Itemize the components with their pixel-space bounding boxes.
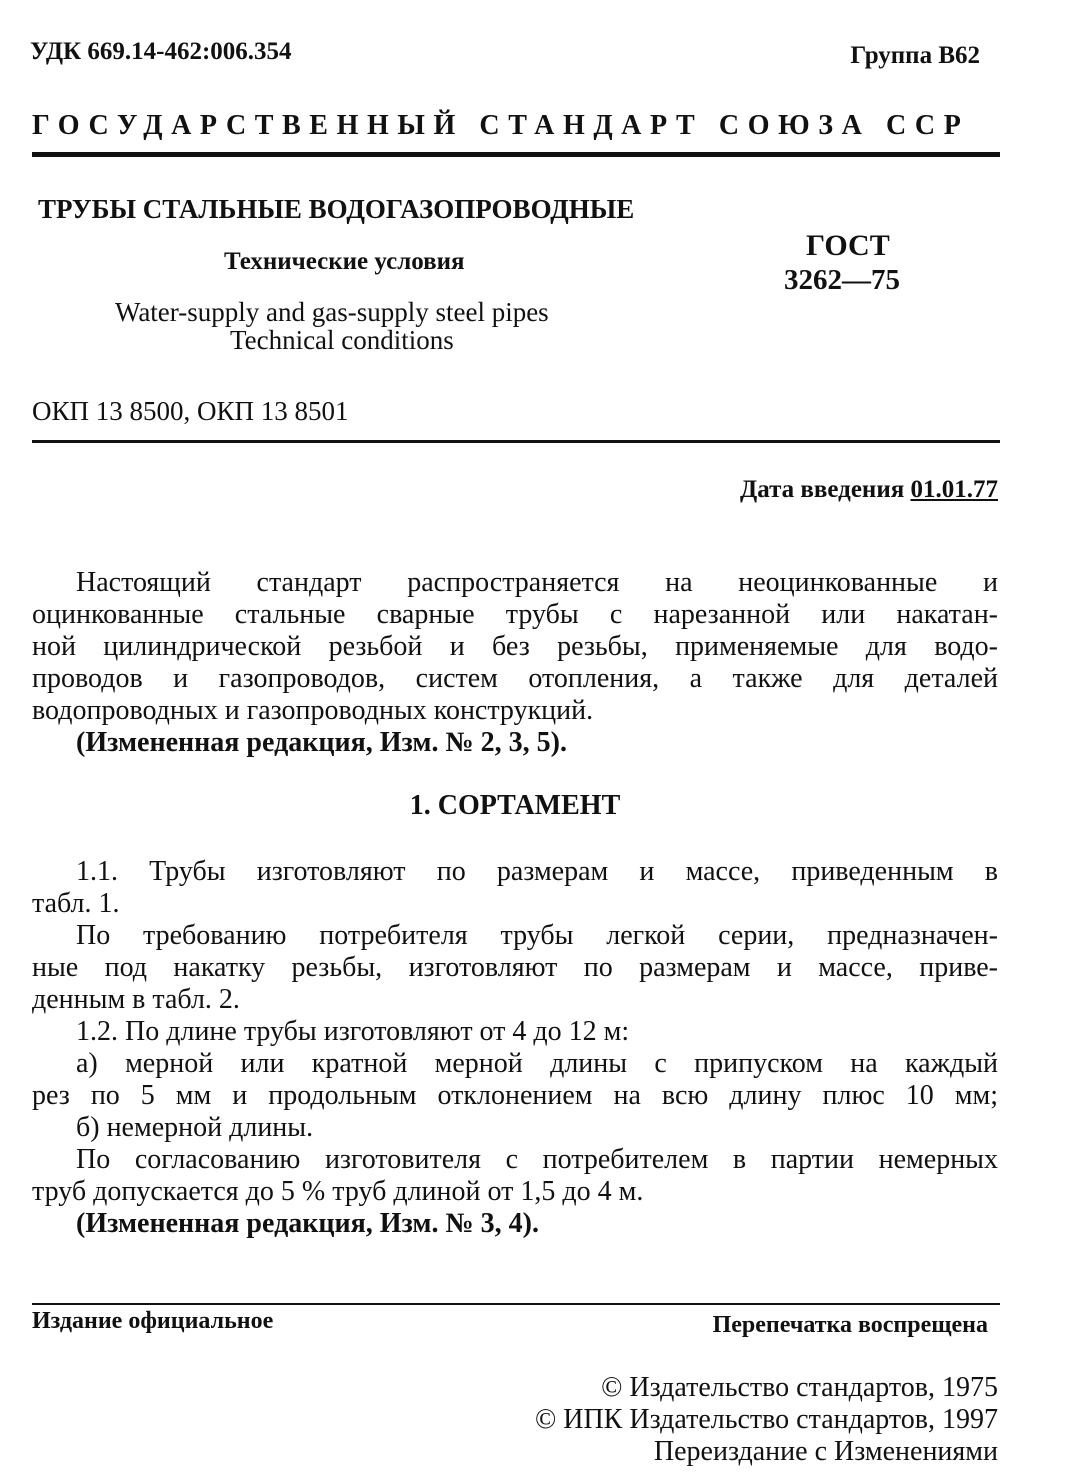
intro-amendment: (Измененная редакция, Изм. № 2, 3, 5).	[76, 727, 567, 758]
section-1-1b-line: денным в табл. 2.	[32, 984, 240, 1015]
document-title: ТРУБЫ СТАЛЬНЫЕ ВОДОГАЗОПРОВОДНЫЕ	[38, 194, 635, 224]
date-introduction	[740, 476, 998, 504]
reissue-note: Переиздание с Изменениями	[653, 1436, 998, 1467]
footer-rule	[32, 1303, 1000, 1305]
intro-line: проводов и газопроводов, систем отопления, а также для деталей	[32, 663, 998, 694]
section-1-2-line: 1.2. По длине трубы изготовляют от 4 до 12 м:	[76, 1016, 630, 1047]
section-1-2c-line: По согласованию изготовителя с потребителем в партии немерных	[76, 1144, 998, 1175]
section-1-1-line: табл. 1.	[32, 888, 120, 919]
gost-number: 3262—75	[784, 264, 900, 296]
intro-line: оцинкованные стальные сварные трубы с нарезанной или накатан-	[32, 599, 998, 630]
section-1-2c-line: труб допускается до 5 % труб длиной от 1,5 до 4 м.	[32, 1176, 644, 1207]
state-standard-heading: ГОСУДАРСТВЕННЫЙ СТАНДАРТ СОЮЗА ССР	[32, 110, 970, 141]
section-1-1-line: 1.1. Трубы изготовляют по размерам и массе, приведенным в	[76, 856, 998, 887]
date-introduction-value: 01.01.77	[910, 476, 998, 503]
intro-paragraph	[32, 567, 998, 759]
reprint-prohibited: Перепечатка воспрещена	[712, 1312, 988, 1338]
copyright-1975: © Издательство стандартов, 1975	[601, 1372, 998, 1403]
intro-line: водопроводных и газопроводных конструкций.	[32, 695, 594, 726]
header-thick-rule	[32, 152, 1000, 157]
gost-label: ГОСТ	[806, 229, 890, 262]
group-code: Группа В62	[850, 42, 980, 69]
section-1-1b-line: По требованию потребителя трубы легкой серии, предназначен-	[76, 920, 998, 951]
section-1-body	[32, 856, 998, 1240]
title-english-line-2: Technical conditions	[230, 325, 454, 355]
section-1-2a-line: рез по 5 мм и продольным отклонением на всю длину плюс 10 мм;	[32, 1080, 998, 1111]
title-english-line-1: Water-supply and gas-supply steel pipes	[115, 297, 549, 327]
title-block-rule	[32, 440, 1000, 443]
intro-line: ной цилиндрической резьбой и без резьбы, применяемые для водо-	[32, 631, 998, 662]
copyright-1997: © ИПК Издательство стандартов, 1997	[534, 1404, 998, 1435]
intro-line: Настоящий стандарт распространяется на неоцинкованные и	[76, 567, 998, 598]
okp-codes: ОКП 13 8500, ОКП 13 8501	[32, 396, 349, 426]
date-introduction-label: Дата введения	[740, 476, 905, 503]
udk-code: УДК 669.14-462:006.354	[30, 38, 292, 65]
document-subtitle: Технические условия	[224, 248, 465, 275]
section-1-2a-line: а) мерной или кратной мерной длины с припуском на каждый	[76, 1048, 998, 1079]
section-1-2b-line: б) немерной длины.	[76, 1112, 314, 1143]
section-title: 1. СОРТАМЕНТ	[409, 790, 621, 821]
section-1-1b-line: ные под накатку резьбы, изготовляют по размерам и массе, приве-	[32, 952, 998, 983]
official-edition: Издание официальное	[32, 1308, 274, 1334]
section-1-2-amendment: (Измененная редакция, Изм. № 3, 4).	[76, 1208, 539, 1239]
